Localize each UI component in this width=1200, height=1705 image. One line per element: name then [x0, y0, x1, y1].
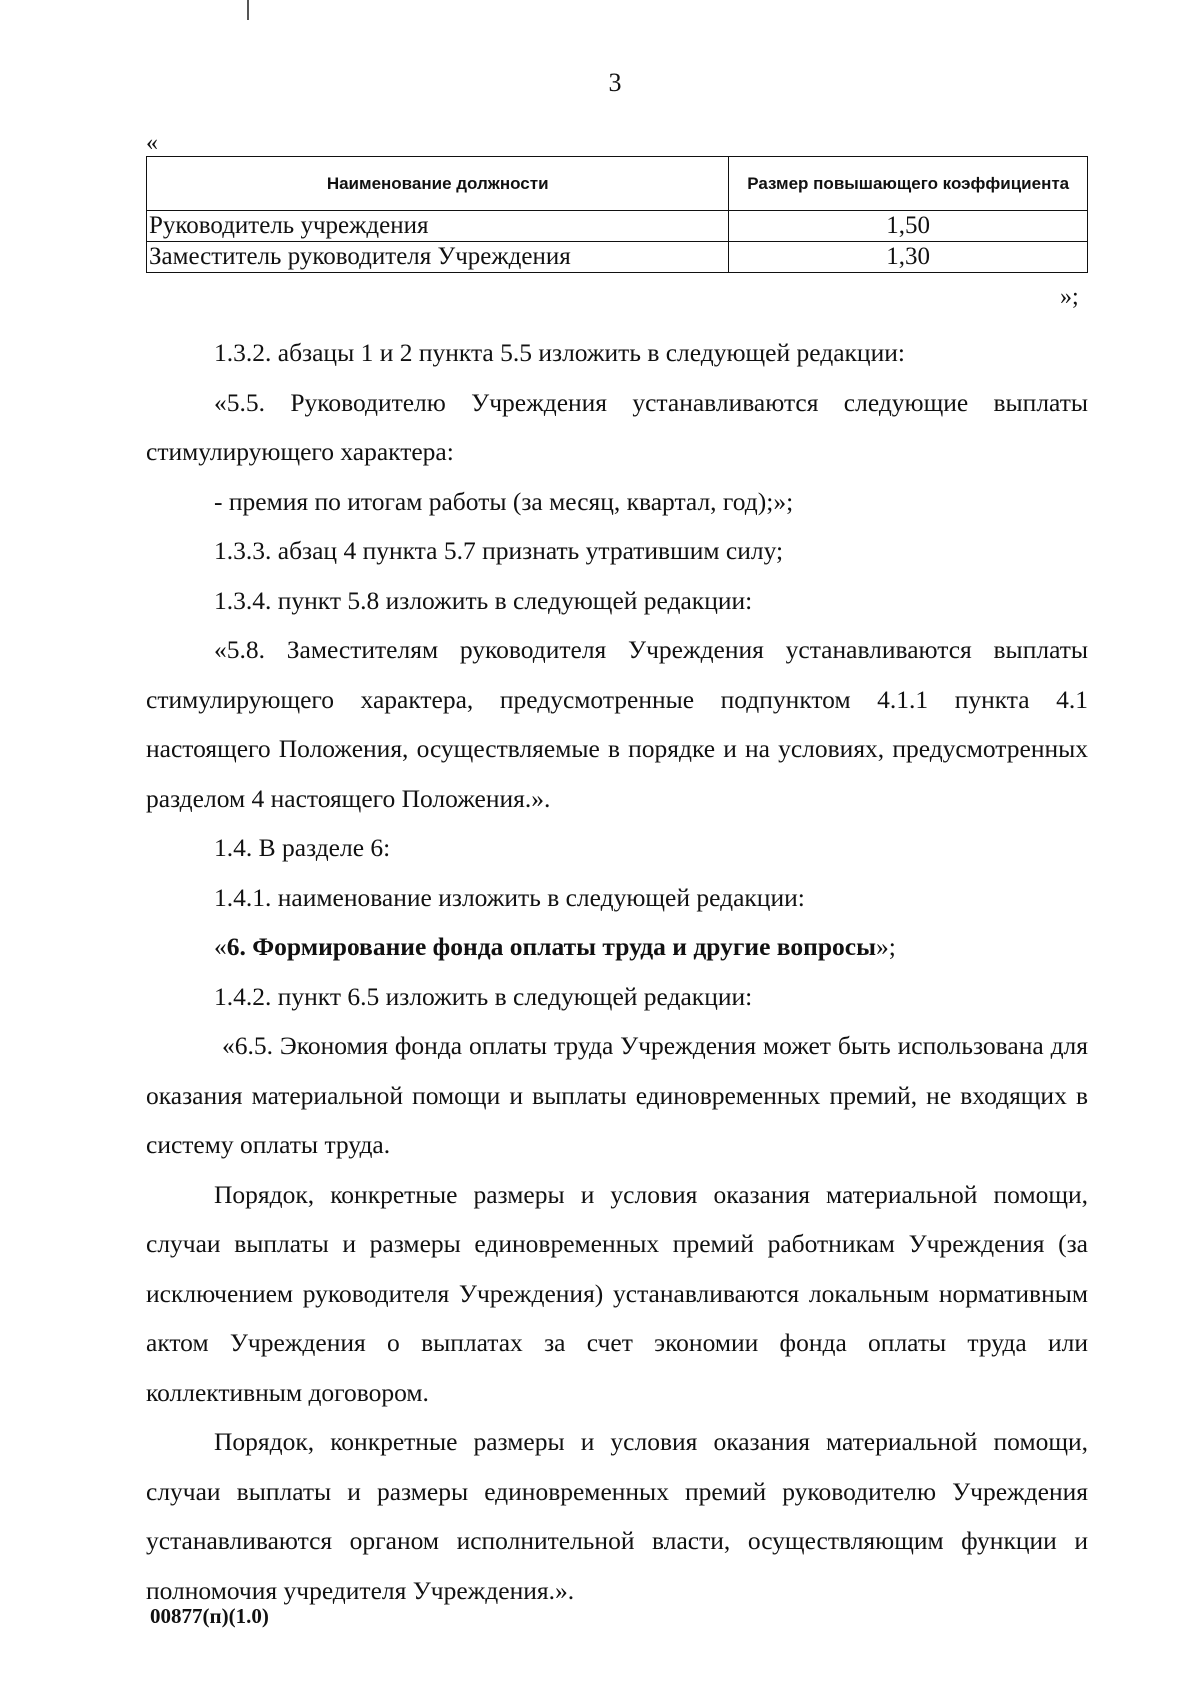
paragraph: «5.8. Заместителям руководителя Учреждения устанавливаются выплаты стимулирующего характера, предусмотренные подпунктом 4.1.1 пункта 4.1 настоящего Положения, осуществляемые в порядке и на условиях, предусмотренных разделом 4 настоящего Положения.».: [146, 635, 1088, 813]
paragraph: 1.3.3. абзац 4 пункта 5.7 признать утратившим силу;: [214, 536, 784, 565]
cell-position: Заместитель руководителя Учреждения: [147, 242, 729, 273]
paragraph: Порядок, конкретные размеры и условия оказания материальной помощи, случаи выплаты и размеры единовременных премий работникам Учреждения (за исключением руководителя Учреждения) устанавливаются локальным нормативным актом Учреждения о выплатах за счет экономии фонда оплаты труда или коллективным договором.: [146, 1179, 1088, 1407]
quote-open: «: [214, 932, 227, 961]
paragraph: «5.5. Руководителю Учреждения устанавливаются следующие выплаты стимулирующего характера:: [146, 387, 1088, 466]
paragraph: 1.3.4. пункт 5.8 изложить в следующей редакции:: [214, 585, 753, 615]
cell-coefficient: 1,30: [729, 242, 1088, 273]
table-quote-open: «: [146, 130, 158, 156]
coefficient-table: [146, 156, 1088, 273]
page-number: 3: [608, 68, 622, 97]
paragraph: 1.3.2. абзацы 1 и 2 пункта 5.5 изложить в следующей редакции:: [214, 338, 905, 367]
table-header-row: [147, 157, 1088, 211]
header-position-name: Наименование должности: [147, 157, 729, 211]
cell-position: Руководитель учреждения: [147, 211, 729, 242]
paragraph: 1.4.2. пункт 6.5 изложить в следующей редакции:: [214, 981, 753, 1011]
document-code: 00877(п)(1.0): [150, 1604, 269, 1628]
quote-close: »;: [876, 932, 896, 961]
table-row: [147, 211, 1088, 242]
cell-coefficient: 1,50: [729, 211, 1088, 242]
section-title-paragraph: [146, 922, 1088, 972]
table-row: [147, 242, 1088, 273]
table-quote-close: »;: [1060, 284, 1079, 310]
scan-artifact: [247, 0, 249, 20]
paragraph: Порядок, конкретные размеры и условия оказания материальной помощи, случаи выплаты и размеры единовременных премий руководителю Учреждения устанавливаются органом исполнительной власти, осуществляющим функции и полномочия учредителя Учреждения.».: [146, 1427, 1088, 1605]
paragraph: 1.4.1. наименование изложить в следующей редакции:: [214, 882, 805, 912]
section-title: 6. Формирование фонда оплаты труда и другие вопросы: [226, 932, 876, 961]
paragraph: «6.5. Экономия фонда оплаты труда Учреждения может быть использована для оказания материальной помощи и выплаты единовременных премий, не входящих в систему оплаты труда.: [146, 1031, 1088, 1159]
paragraph: - премия по итогам работы (за месяц, квартал, год);»;: [214, 486, 794, 516]
paragraph: 1.4. В разделе 6:: [214, 833, 391, 862]
document-body: [146, 328, 1088, 1615]
header-coefficient: Размер повышающего коэффициента: [729, 157, 1088, 211]
